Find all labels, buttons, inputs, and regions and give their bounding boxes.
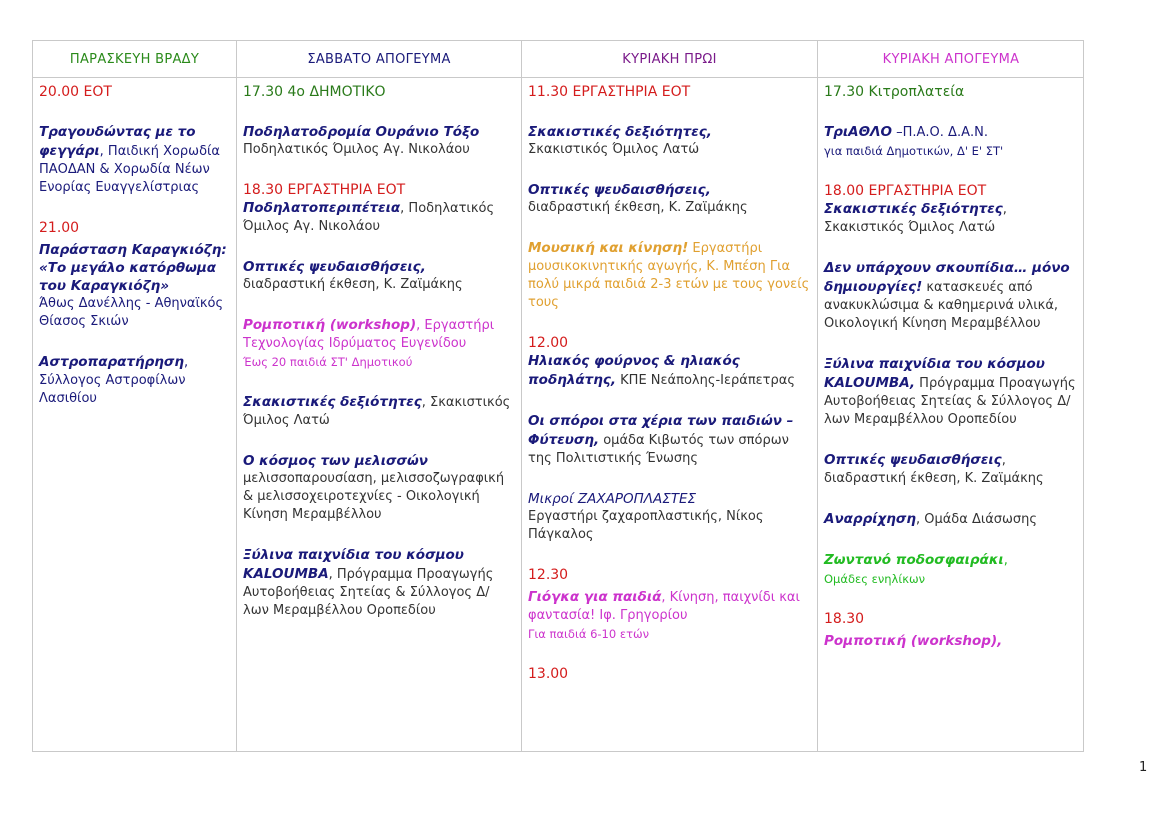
event-description: Εργαστήρι ζαχαροπλαστικής, Νίκος Πάγκαλος [528,509,764,542]
time-slot: 21.00 [39,220,80,236]
event-description: , Σκακιστικός Όμιλος Λατώ [243,395,511,428]
event-item [243,546,515,620]
event-title: ΤριΑΘΛΟ [824,124,892,140]
event-item [243,123,515,159]
event-title: Οπτικές ψευδαισθήσεις, [528,182,711,198]
event-note: Ομάδες ενηλίκων [824,572,926,586]
column-saturday-afternoon [237,77,521,751]
event-title: Ξύλινα παιχνίδια του κόσμου KALOUMBA, [824,356,1045,391]
event-description: μελισσοπαρουσίαση, μελισσοζωγραφική & μελισσοχειροτεχνίες - Οικολογική Κίνηση Μεραμβέλλου [243,471,505,522]
event-item [824,451,1078,488]
event-title: Γιόγκα για παιδιά [528,589,662,605]
event-item [528,352,811,390]
event-item [243,316,515,371]
event-description: Σκακιστικός Όμιλος Λατώ [528,142,700,157]
event-description: , Κίνηση, παιχνίδι και φαντασία! Ιφ. Γρηγορίου [528,590,800,623]
event-item [39,123,230,197]
schedule-table [32,40,1084,752]
event-item [528,123,811,159]
event-title: Μουσική και κίνηση! [528,240,689,256]
event-title: Σκακιστικές δεξιότητες, [528,124,712,140]
event-note: Έως 20 παιδιά ΣΤ' Δημοτικού [243,355,413,369]
event-title: Σκακιστικές δεξιότητες [243,394,422,410]
event-title: Αναρρίχηση [824,511,916,527]
event-title: Παράσταση Καραγκιόζη: «Το μεγάλο κατόρθωμα του Καραγκιόζη» [39,242,227,294]
event-description: Πρόγραμμα Προαγωγής Αυτοβοήθειας Σητείας & Σύλλογος Δ/λων Μεραμβέλλου Οροπεδίου [824,376,1076,427]
event-description: , [1003,553,1008,568]
event-title: Οπτικές ψευδαισθήσεις, [243,259,426,275]
event-title: Ο κόσμος των μελισσών [243,453,428,469]
event-description: , διαδραστική έκθεση, Κ. Ζαϊμάκης [824,453,1044,486]
event-item [39,353,230,408]
event-title: Αστροπαρατήρηση [39,354,185,370]
event-title: Δεν υπάρχουν σκουπίδια… μόνο δημιουργίες! [824,260,1070,295]
event-title: Ζωντανό ποδοσφαιράκι [824,552,1004,568]
event-description: , Παιδική Χορωδία ΠΑΟΔΑΝ & Χορωδία Νέων Ενορίας Ευαγγελίστριας [39,144,220,195]
event-item [824,551,1078,588]
event-item [528,181,811,217]
event-item [528,588,811,643]
event-title: Σκακιστικές δεξιότητες [824,201,1003,217]
event-item [824,510,1078,529]
event-description: ομάδα Κιβωτός των σπόρων της Πολιτιστικής Ένωσης [528,433,789,466]
event-item [243,393,515,430]
time-slot: 12.00 [528,335,569,351]
event-title: Μικροί ΖΑΧΑΡΟΠΛΑΣΤΕΣ [528,491,697,507]
event-item [528,412,811,468]
event-description: ΚΠΕ Νεάπολης-Ιεράπετρας [616,373,795,388]
event-item [39,241,230,331]
event-description: , Σκακιστικός Όμιλος Λατώ [824,202,1007,235]
event-item [824,259,1078,333]
event-title: Ηλιακός φούρνος & ηλιακός ποδηλάτης, [528,353,740,388]
event-item [824,200,1078,237]
event-item [824,123,1078,160]
event-description: κατασκευές από ανακυκλώσιμα & καθημερινά υλικά, Οικολογική Κίνηση Μεραμβέλλου [824,280,1059,331]
event-item [528,490,811,544]
event-description: διαδραστική έκθεση, Κ. Ζαϊμάκης [243,277,463,292]
event-title: Ξύλινα παιχνίδια του κόσμου KALOUMBA [243,547,464,582]
column-sunday-afternoon [818,77,1084,751]
event-description: Εργαστήρι μουσικοκινητικής αγωγής, Κ. Μπέση Για πολύ μικρά παιδιά 2-3 ετών με τους γονείς τους [528,241,810,310]
event-item [528,239,811,312]
event-description: , Σύλλογος Αστροφίλων Λασιθίου [39,355,189,406]
event-note: για παιδιά Δημοτικών, Δ' Ε' ΣΤ' [824,144,1004,158]
event-description: , Ποδηλατικός Όμιλος Αγ. Νικολάου [243,201,495,234]
time-slot: 20.00 ΕΟΤ [39,84,112,100]
column-sunday-morning [522,77,817,751]
event-description: , Πρόγραμμα Προαγωγής Αυτοβοήθειας Σητείας & Σύλλογος Δ/λων Μεραμβέλλου Οροπεδίου [243,567,494,618]
time-slot: 18.00 ΕΡΓΑΣΤΗΡΙΑ ΕΟΤ [824,183,987,199]
event-title: Ποδηλατοδρομία Ουράνιο Τόξο [243,124,480,140]
event-item [824,355,1078,429]
header-friday-evening: ΠΑΡΑΣΚΕΥΗ ΒΡΑΔΥ [69,51,200,67]
time-slot: 18.30 ΕΡΓΑΣΤΗΡΙΑ ΕΟΤ [243,182,406,198]
time-slot: 11.30 ΕΡΓΑΣΤΗΡΙΑ ΕΟΤ [528,84,691,100]
event-description: , Εργαστήρι Τεχνολογίας Ιδρύματος Ευγενίδου [243,318,495,351]
event-item [824,632,1078,651]
event-description: διαδραστική έκθεση, Κ. Ζαϊμάκης [528,200,748,215]
event-description: , Ομάδα Διάσωσης [915,512,1038,527]
event-item [243,452,515,524]
event-title: Τραγουδώντας με το φεγγάρι [39,124,196,159]
time-slot: 17.30 Κιτροπλατεία [824,84,965,100]
time-slot: 12.30 [528,567,569,583]
header-sunday-morning: ΚΥΡΙΑΚΗ ΠΡΩΙ [622,51,717,67]
event-description: –Π.Α.Ο. Δ.Α.Ν. [891,125,988,140]
event-item [243,199,515,236]
event-title: Οπτικές ψευδαισθήσεις [824,452,1002,468]
column-friday-evening [33,77,236,751]
event-note: Για παιδιά 6-10 ετών [528,627,650,641]
event-title: Οι σπόροι στα χέρια των παιδιών – Φύτευση, [528,413,794,448]
event-item [243,258,515,294]
event-description: Ποδηλατικός Όμιλος Αγ. Νικολάου [243,142,470,157]
event-title: Ρομποτική (workshop) [243,317,417,333]
time-slot: 17.30 4ο ΔΗΜΟΤΙΚΟ [243,84,386,100]
event-description: Άθως Δανέλλης - Αθηναϊκός Θίασος Σκιών [39,296,224,329]
time-slot: 18.30 [824,611,865,627]
header-sunday-afternoon: ΚΥΡΙΑΚΗ ΑΠΟΓΕΥΜΑ [882,51,1020,67]
time-slot: 13.00 [528,666,569,682]
event-title: Ποδηλατοπεριπέτεια [243,200,401,216]
header-saturday-afternoon: ΣΑΒΒΑΤΟ ΑΠΟΓΕΥΜΑ [307,51,451,67]
page-number: 1 [1139,760,1148,775]
event-title: Ρομποτική (workshop), [824,633,1003,649]
